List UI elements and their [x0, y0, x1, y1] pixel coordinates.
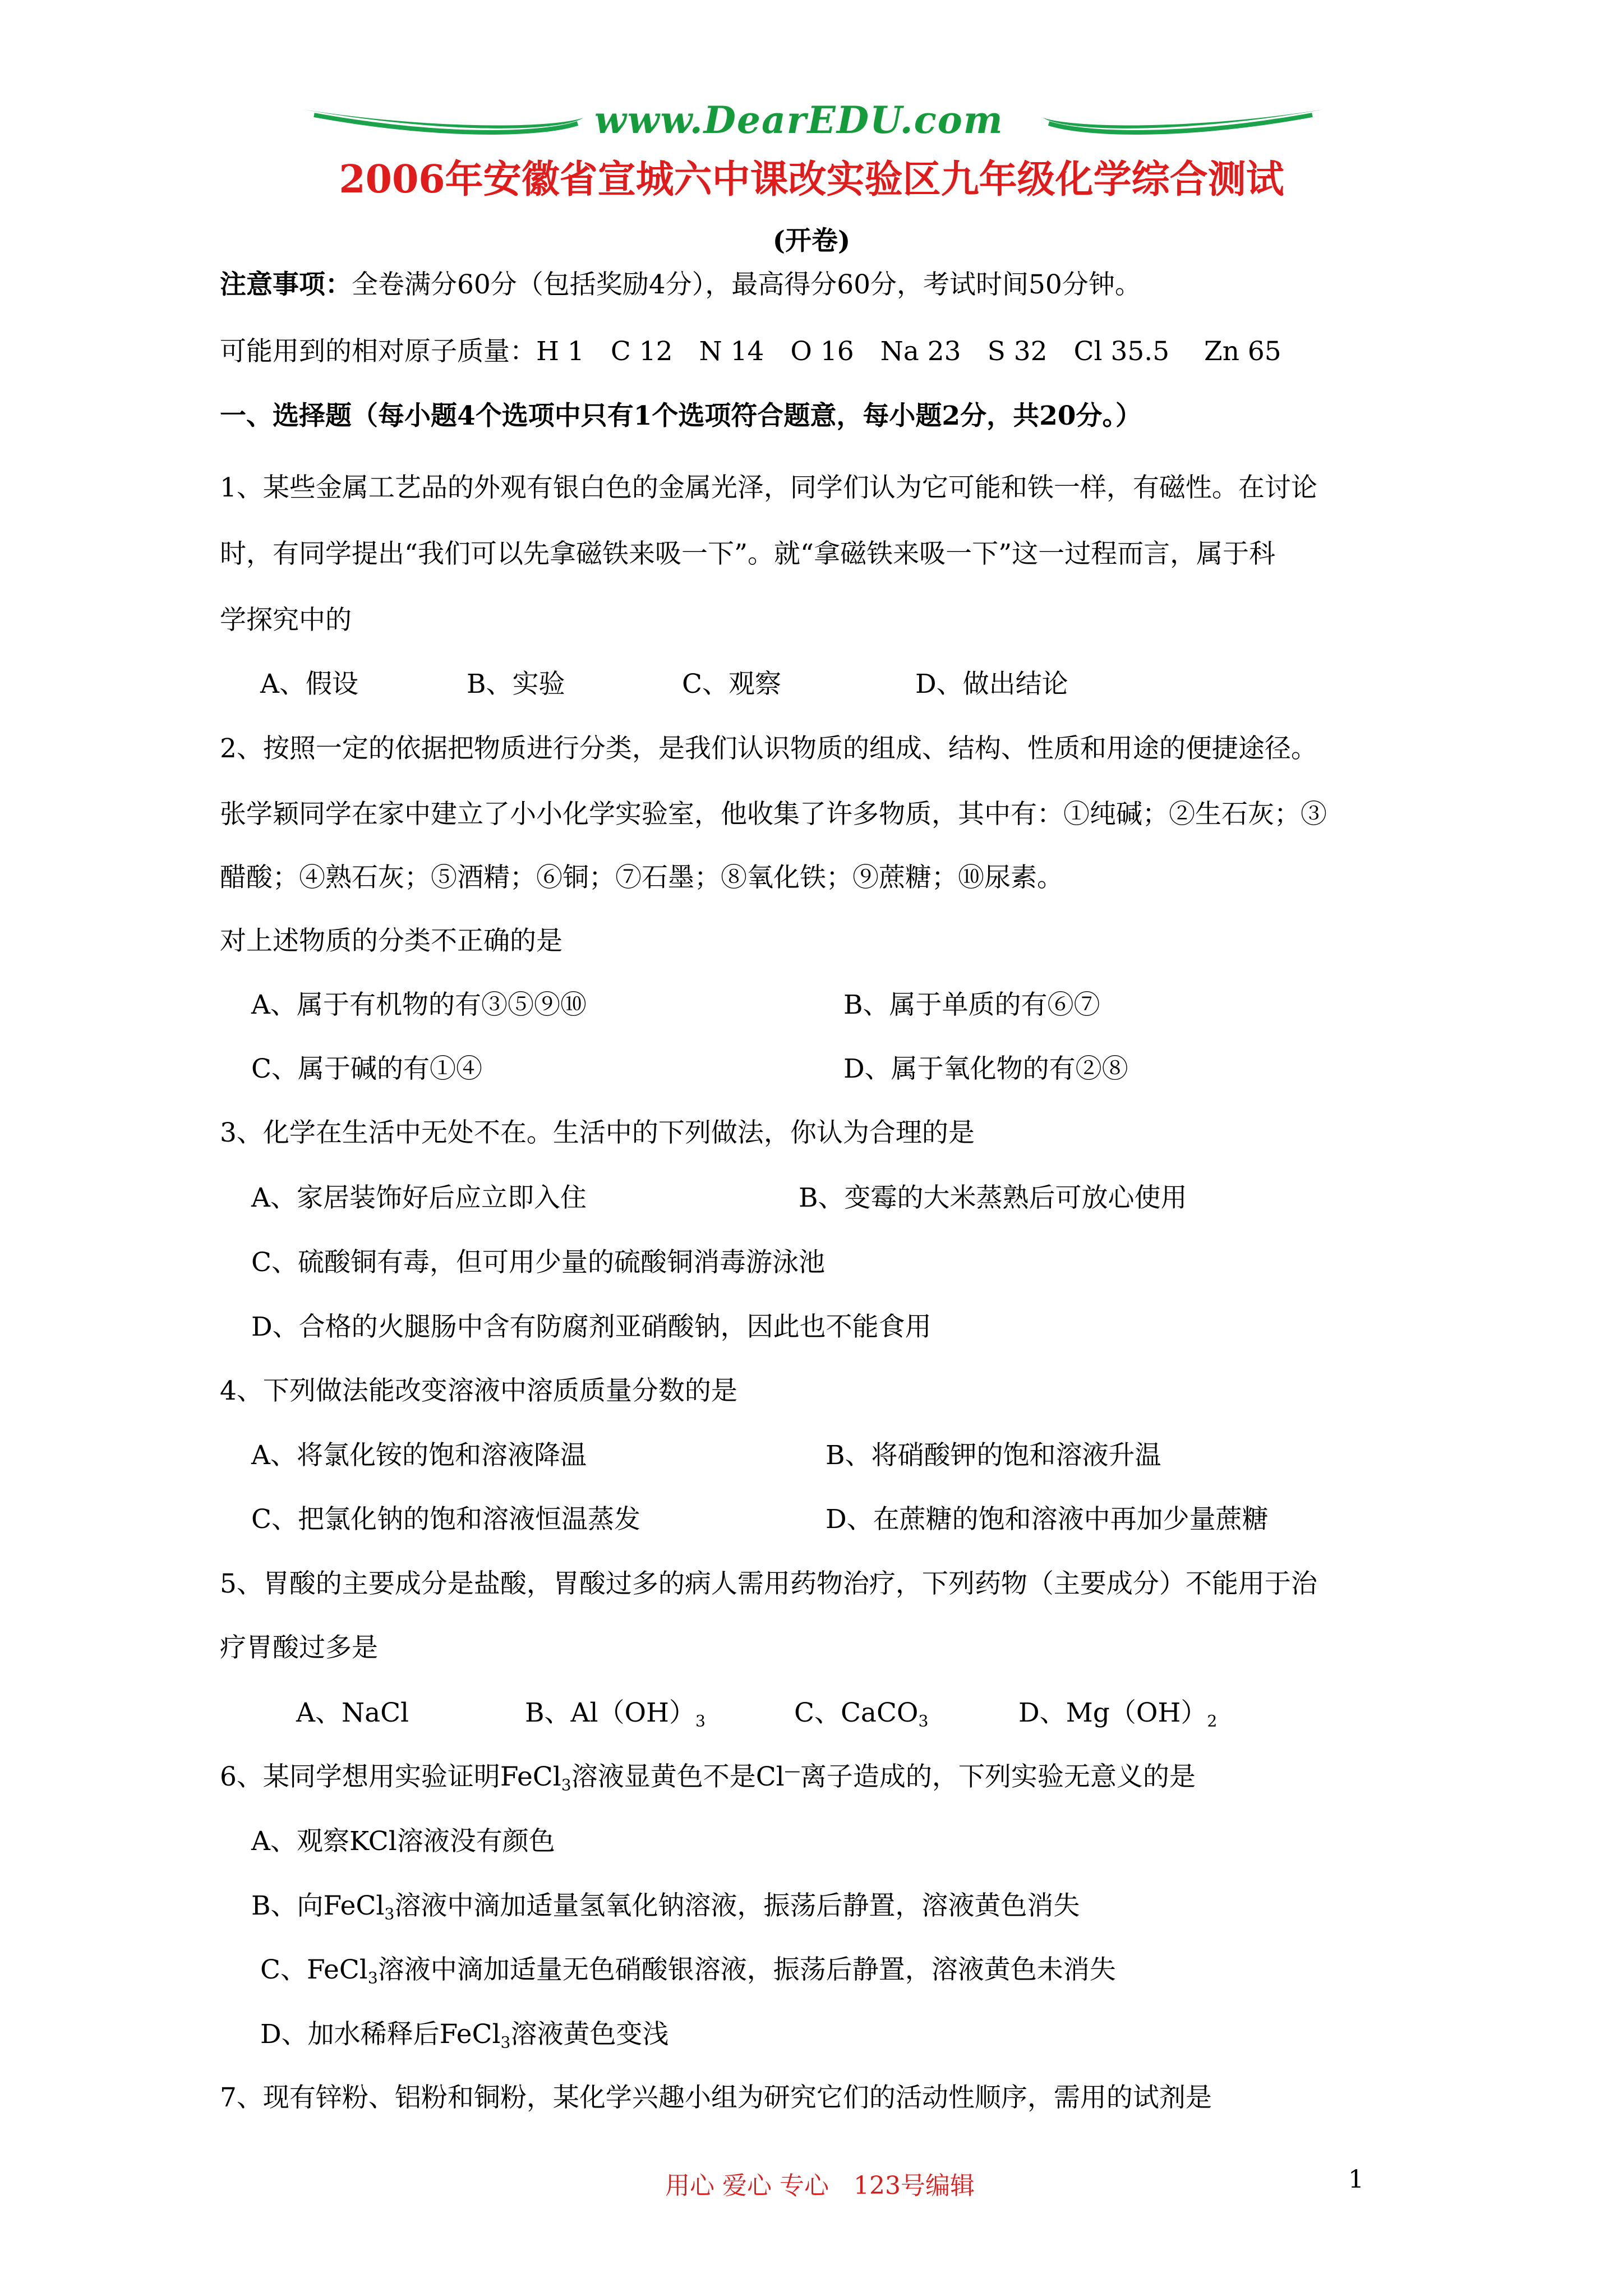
question-6-option-c: C、FeCl$_3$溶液中滴加适量无色硝酸银溶液，振荡后静置，溶液黄色未消失 [260, 1954, 1116, 1987]
question-3-option-a: A、家居装饰好后应立即入住 [251, 1182, 587, 1213]
question-1-option-a: A、假设 [260, 669, 358, 700]
question-6-line: 6、某同学想用实验证明FeCl$_3$溶液显黄色不是Cl—离子造成的，下列实验无意义的是 [220, 1761, 1196, 1795]
question-5-option-a: A、NaCl [296, 1697, 409, 1728]
notice-label: 注意事项： [220, 269, 352, 300]
question-4-option-a: A、将氯化铵的饱和溶液降温 [251, 1440, 587, 1471]
question-3-option-b: B、变霉的大米蒸熟后可放心使用 [799, 1182, 1187, 1213]
question-1-line: 学探究中的 [220, 605, 352, 636]
question-4-option-d: D、在蔗糖的饱和溶液中再加少量蔗糖 [826, 1504, 1269, 1535]
question-7-line: 7、现有锌粉、铝粉和铜粉，某化学兴趣小组为研究它们的活动性顺序，需用的试剂是 [220, 2082, 1212, 2113]
question-5-line: 疗胃酸过多是 [220, 1632, 378, 1663]
page-title: 2006年安徽省宣城六中课改实验区九年级化学综合测试 [339, 157, 1284, 202]
question-3-option-d: D、合格的火腿肠中含有防腐剂亚硝酸钠，因此也不能食用 [251, 1312, 932, 1342]
page-subtitle: (开卷) [772, 226, 851, 256]
question-4-line: 4、下列做法能改变溶液中溶质质量分数的是 [220, 1375, 737, 1406]
section-heading: 一、选择题（每小题4个选项中只有1个选项符合题意，每小题2分，共20分。） [220, 401, 1142, 431]
question-1-option-d: D、做出结论 [915, 669, 1068, 700]
question-6-option-b: B、向FeCl$_3$溶液中滴加适量氢氧化钠溶液，振荡后静置，溶液黄色消失 [251, 1890, 1080, 1924]
question-6-option-a: A、观察KCl溶液没有颜色 [251, 1826, 555, 1857]
question-2-line: 张学颖同学在家中建立了小小化学实验室，他收集了许多物质，其中有：①纯碱；②生石灰；③ [220, 799, 1327, 830]
question-4-option-b: B、将硝酸钾的饱和溶液升温 [826, 1440, 1161, 1471]
question-5-option-b: B、$Al(OH)_3$ [525, 1697, 706, 1731]
question-5-option-d: D、$Mg(OH)_2$ [1018, 1697, 1218, 1731]
question-4-option-c: C、把氯化钠的饱和溶液恒温蒸发 [251, 1504, 640, 1535]
notice [220, 268, 1141, 302]
question-2-line: 2、按照一定的依据把物质进行分类，是我们认识物质的组成、结构、性质和用途的便捷途径。 [220, 733, 1317, 764]
site-url: www.DearEDU.com [594, 98, 1004, 142]
question-6-option-d: D、加水稀释后FeCl$_3$溶液黄色变浅 [260, 2019, 669, 2052]
question-2-option-c: C、属于碱的有①④ [251, 1053, 482, 1084]
question-2-option-d: D、属于氧化物的有②⑧ [843, 1053, 1128, 1084]
question-5-option-c: C、CaCO$_3$ [794, 1697, 929, 1731]
question-5-line: 5、胃酸的主要成分是盐酸，胃酸过多的病人需用药物治疗，下列药物（主要成分）不能用于治 [220, 1568, 1317, 1599]
question-1-option-c: C、观察 [682, 669, 781, 700]
question-3-option-c: C、硫酸铜有毒，但可用少量的硫酸铜消毒游泳池 [251, 1247, 825, 1278]
question-1-option-b: B、实验 [467, 669, 565, 700]
page-number: 1 [1348, 2165, 1364, 2194]
notice-text: 全卷满分60分（包括奖励4分），最高得分60分，考试时间50分钟。 [352, 269, 1141, 300]
question-3-line: 3、化学在生活中无处不在。生活中的下列做法，你认为合理的是 [220, 1117, 975, 1148]
question-1-line: 1、某些金属工艺品的外观有银白色的金属光泽，同学们认为它可能和铁一样，有磁性。在讨论 [220, 472, 1317, 503]
question-2-line: 对上述物质的分类不正确的是 [220, 926, 562, 956]
atomic-masses: 可能用到的相对原子质量：H 1 C 12 N 14 O 16 Na 23 S 32 Cl 35.5 Zn 65 [220, 336, 1281, 367]
footer-editor-note: 用心 爱心 专心 123号编辑 [665, 2171, 975, 2200]
question-2-option-b: B、属于单质的有⑥⑦ [843, 990, 1100, 1020]
question-2-line: 醋酸；④熟石灰；⑤酒精；⑥铜；⑦石墨；⑧氧化铁；⑨蔗糖；⑩尿素。 [220, 862, 1063, 893]
question-2-option-a: A、属于有机物的有③⑤⑨⑩ [251, 990, 587, 1020]
question-1-line: 时，有同学提出“我们可以先拿磁铁来吸一下”。就“拿磁铁来吸一下”这一过程而言，属于科 [220, 539, 1276, 569]
